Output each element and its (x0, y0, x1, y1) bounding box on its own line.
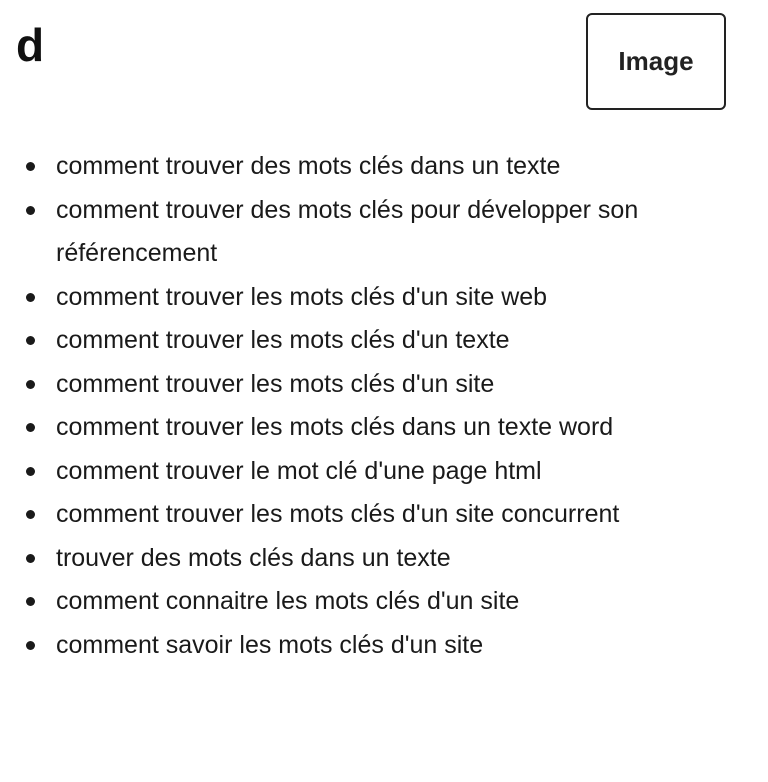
suggestion-item[interactable]: comment trouver les mots clés d'un site web (56, 276, 730, 320)
header-letter: d (16, 19, 45, 71)
suggestion-item[interactable]: comment trouver les mots clés d'un site (56, 363, 730, 407)
suggestion-item[interactable]: comment trouver des mots clés dans un texte (56, 145, 730, 189)
suggestion-item[interactable]: comment trouver les mots clés d'un site concurrent (56, 493, 730, 537)
image-button[interactable]: Image (586, 13, 726, 110)
suggestion-item[interactable]: comment trouver le mot clé d'une page html (56, 450, 730, 494)
suggestion-item[interactable]: comment trouver des mots clés pour développer son référencement (56, 189, 730, 276)
suggestion-item[interactable]: comment trouver les mots clés d'un texte (56, 319, 730, 363)
suggestion-list (0, 145, 730, 667)
suggestion-item[interactable]: comment trouver les mots clés dans un texte word (56, 406, 730, 450)
suggestion-item[interactable]: comment connaitre les mots clés d'un site (56, 580, 730, 624)
suggestion-item[interactable]: trouver des mots clés dans un texte (56, 537, 730, 581)
suggestion-item[interactable]: comment savoir les mots clés d'un site (56, 624, 730, 668)
